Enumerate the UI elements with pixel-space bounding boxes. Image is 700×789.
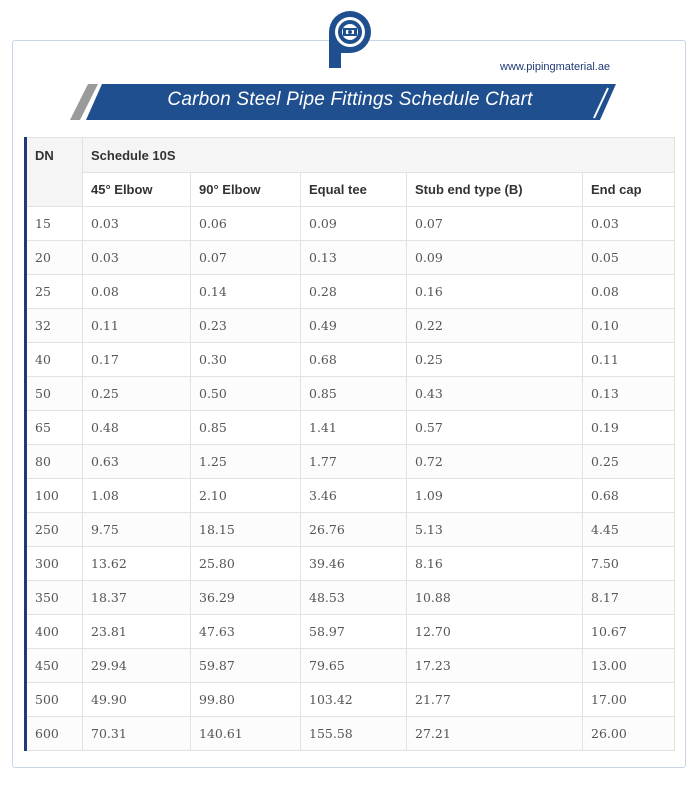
- weight-cell: 0.07: [191, 241, 301, 275]
- weight-cell: 0.48: [83, 411, 191, 445]
- weight-cell: 0.03: [83, 207, 191, 241]
- column-header: Equal tee: [301, 173, 407, 207]
- weight-cell: 48.53: [301, 581, 407, 615]
- dn-cell: 600: [26, 717, 83, 751]
- dn-cell: 500: [26, 683, 83, 717]
- weight-cell: 1.09: [407, 479, 583, 513]
- dn-cell: 32: [26, 309, 83, 343]
- weight-cell: 9.75: [83, 513, 191, 547]
- header-row-group: [26, 138, 675, 173]
- weight-cell: 0.25: [83, 377, 191, 411]
- weight-cell: 0.03: [583, 207, 675, 241]
- weight-cell: 0.72: [407, 445, 583, 479]
- table-row: [26, 581, 675, 615]
- weight-cell: 8.16: [407, 547, 583, 581]
- weight-cell: 0.23: [191, 309, 301, 343]
- weight-cell: 140.61: [191, 717, 301, 751]
- weight-cell: 0.30: [191, 343, 301, 377]
- weight-cell: 0.09: [407, 241, 583, 275]
- weight-cell: 155.58: [301, 717, 407, 751]
- weight-cell: 0.08: [83, 275, 191, 309]
- weight-cell: 0.09: [301, 207, 407, 241]
- dn-cell: 350: [26, 581, 83, 615]
- weight-cell: 17.00: [583, 683, 675, 717]
- table-row: [26, 717, 675, 751]
- weight-cell: 36.29: [191, 581, 301, 615]
- column-header: Stub end type (B): [407, 173, 583, 207]
- weight-cell: 12.70: [407, 615, 583, 649]
- header-row-columns: [26, 173, 675, 207]
- table-row: [26, 241, 675, 275]
- weight-cell: 3.46: [301, 479, 407, 513]
- weight-cell: 0.14: [191, 275, 301, 309]
- weight-cell: 27.21: [407, 717, 583, 751]
- table-row: [26, 309, 675, 343]
- weight-cell: 0.17: [83, 343, 191, 377]
- weight-cell: 13.62: [83, 547, 191, 581]
- weight-cell: 13.00: [583, 649, 675, 683]
- table-row: [26, 683, 675, 717]
- weight-cell: 26.76: [301, 513, 407, 547]
- dn-cell: 25: [26, 275, 83, 309]
- weight-cell: 1.08: [83, 479, 191, 513]
- dn-cell: 250: [26, 513, 83, 547]
- dn-cell: 20: [26, 241, 83, 275]
- weight-cell: 59.87: [191, 649, 301, 683]
- weight-cell: 26.00: [583, 717, 675, 751]
- weight-cell: 0.68: [583, 479, 675, 513]
- weight-cell: 2.10: [191, 479, 301, 513]
- weight-cell: 0.50: [191, 377, 301, 411]
- weight-cell: 0.16: [407, 275, 583, 309]
- schedule-group-header: Schedule 10S: [83, 138, 675, 173]
- weight-cell: 5.13: [407, 513, 583, 547]
- weight-cell: 29.94: [83, 649, 191, 683]
- weight-cell: 47.63: [191, 615, 301, 649]
- weight-cell: 0.13: [583, 377, 675, 411]
- weight-cell: 18.37: [83, 581, 191, 615]
- table-row: [26, 377, 675, 411]
- weight-cell: 21.77: [407, 683, 583, 717]
- weight-cell: 0.06: [191, 207, 301, 241]
- dn-cell: 400: [26, 615, 83, 649]
- weight-cell: 4.45: [583, 513, 675, 547]
- table-row: [26, 445, 675, 479]
- weight-cell: 0.49: [301, 309, 407, 343]
- weight-cell: 25.80: [191, 547, 301, 581]
- weight-cell: 103.42: [301, 683, 407, 717]
- weight-cell: 0.05: [583, 241, 675, 275]
- website-link[interactable]: www.pipingmaterial.ae: [500, 61, 611, 73]
- weight-cell: 0.08: [583, 275, 675, 309]
- table-row: [26, 649, 675, 683]
- weight-cell: 39.46: [301, 547, 407, 581]
- weight-cell: 99.80: [191, 683, 301, 717]
- weight-cell: 18.15: [191, 513, 301, 547]
- weight-cell: 0.10: [583, 309, 675, 343]
- table-row: [26, 547, 675, 581]
- dn-cell: 50: [26, 377, 83, 411]
- weight-cell: 0.85: [191, 411, 301, 445]
- dn-cell: 65: [26, 411, 83, 445]
- weight-cell: 0.25: [407, 343, 583, 377]
- weight-cell: 0.22: [407, 309, 583, 343]
- table-row: [26, 615, 675, 649]
- column-header: End cap: [583, 173, 675, 207]
- dn-cell: 100: [26, 479, 83, 513]
- weight-cell: 0.03: [83, 241, 191, 275]
- weight-cell: 0.07: [407, 207, 583, 241]
- weight-cell: 23.81: [83, 615, 191, 649]
- dn-cell: 300: [26, 547, 83, 581]
- dn-cell: 80: [26, 445, 83, 479]
- column-header: 90° Elbow: [191, 173, 301, 207]
- weight-cell: 1.25: [191, 445, 301, 479]
- column-header: 45° Elbow: [83, 173, 191, 207]
- weight-cell: 17.23: [407, 649, 583, 683]
- weight-cell: 0.19: [583, 411, 675, 445]
- weight-cell: 79.65: [301, 649, 407, 683]
- weight-cell: 0.85: [301, 377, 407, 411]
- weight-cell: 0.43: [407, 377, 583, 411]
- weight-cell: 58.97: [301, 615, 407, 649]
- weight-cell: 8.17: [583, 581, 675, 615]
- dn-header: DN: [26, 138, 83, 207]
- weight-cell: 0.11: [583, 343, 675, 377]
- weight-cell: 10.67: [583, 615, 675, 649]
- logo-icon: [323, 10, 377, 70]
- dn-cell: 450: [26, 649, 83, 683]
- dn-cell: 15: [26, 207, 83, 241]
- page-title: Carbon Steel Pipe Fittings Schedule Chart: [167, 89, 533, 110]
- weight-cell: 1.77: [301, 445, 407, 479]
- weight-cell: 0.57: [407, 411, 583, 445]
- weight-cell: 49.90: [83, 683, 191, 717]
- weight-cell: 0.13: [301, 241, 407, 275]
- table-row: [26, 343, 675, 377]
- schedule-table: [24, 137, 675, 751]
- weight-cell: 10.88: [407, 581, 583, 615]
- weight-cell: 0.28: [301, 275, 407, 309]
- weight-cell: 1.41: [301, 411, 407, 445]
- dn-cell: 40: [26, 343, 83, 377]
- weight-cell: 0.63: [83, 445, 191, 479]
- table-row: [26, 411, 675, 445]
- weight-cell: 7.50: [583, 547, 675, 581]
- weight-cell: 0.68: [301, 343, 407, 377]
- table-row: [26, 513, 675, 547]
- weight-cell: 70.31: [83, 717, 191, 751]
- table-row: [26, 207, 675, 241]
- weight-cell: 0.11: [83, 309, 191, 343]
- table-row: [26, 479, 675, 513]
- weight-cell: 0.25: [583, 445, 675, 479]
- table-row: [26, 275, 675, 309]
